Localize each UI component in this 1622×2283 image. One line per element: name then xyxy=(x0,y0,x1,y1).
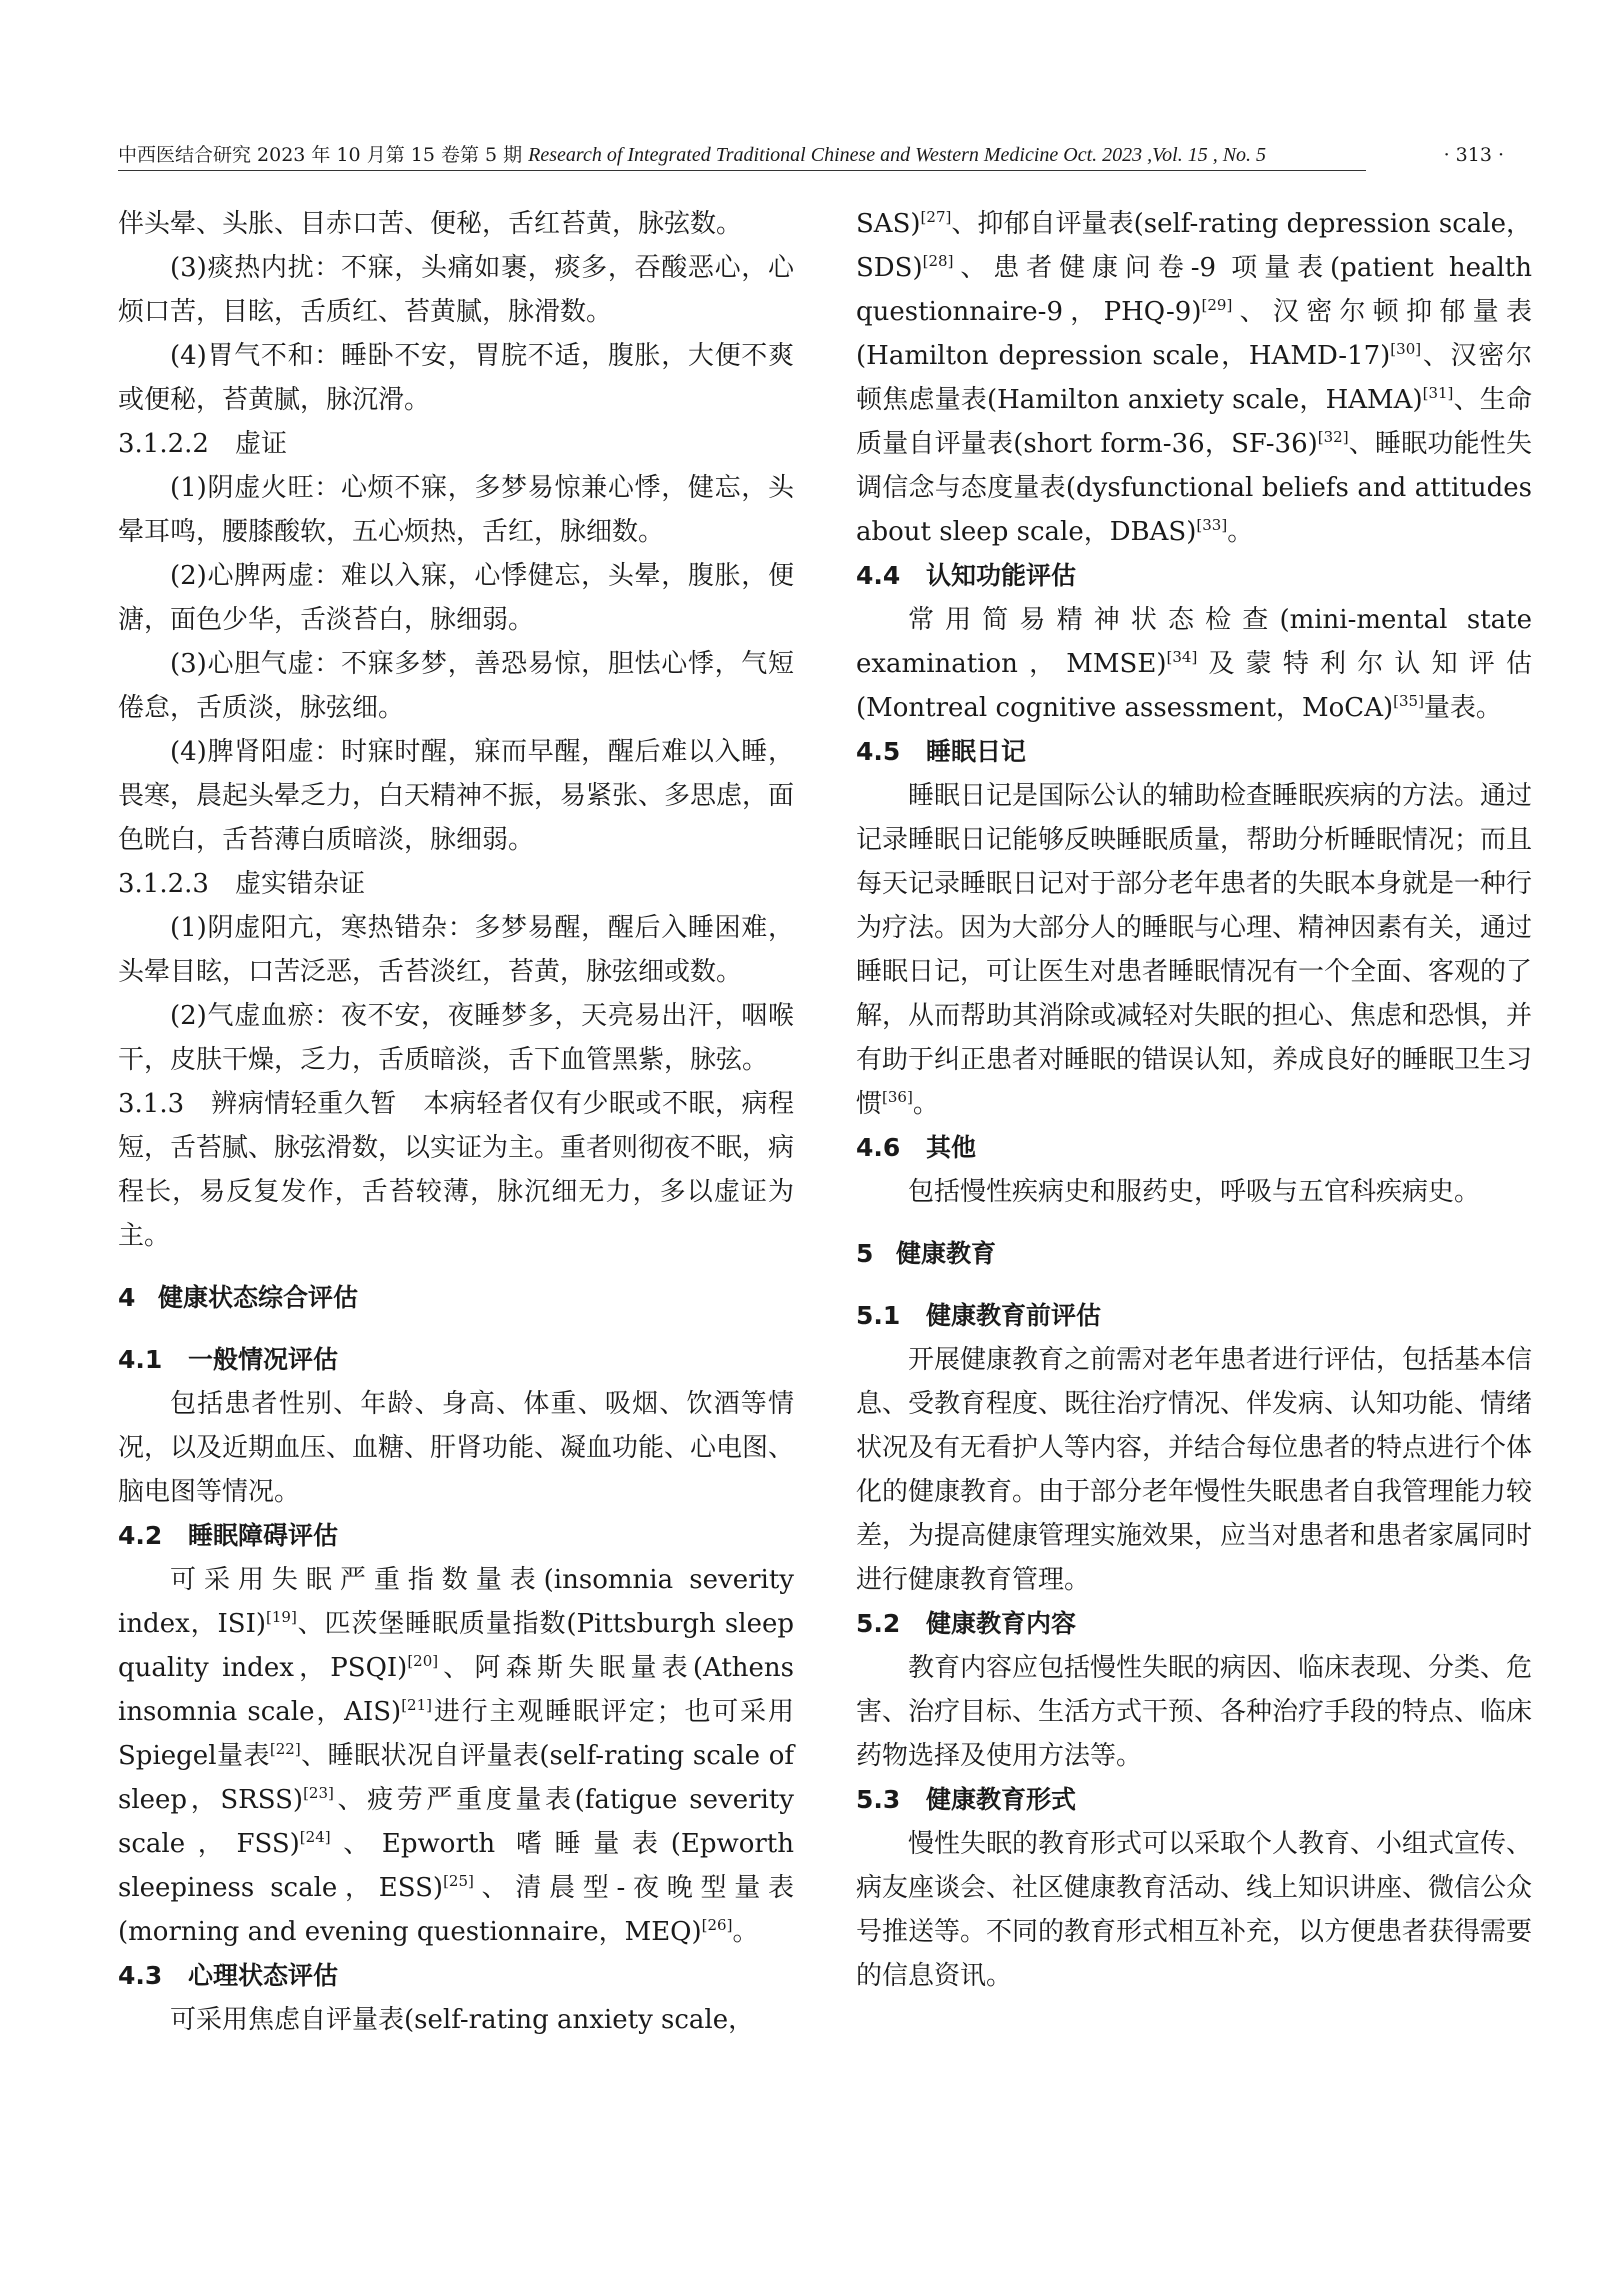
page-number: · 313 · xyxy=(1443,144,1504,166)
paragraph: 开展健康教育之前需对老年患者进行评估，包括基本信息、受教育程度、既往治疗情况、伴发病、认知功能、情绪状况及有无看护人等内容，并结合每位患者的特点进行个体化的健康教育。由于部分老年慢性失眠患者自我管理能力较差，为提高健康管理实施效果，应当对患者和患者家属同时进行健康教育管理。 xyxy=(856,1345,1533,1595)
section-heading: 4.2 睡眠障碍评估 xyxy=(118,1521,339,1550)
citation: [21] xyxy=(401,1696,432,1714)
citation: [31] xyxy=(1422,384,1454,402)
paragraph: 伴头晕、头胀、目赤口苦、便秘，舌红苔黄，脉弦数。 xyxy=(118,209,743,239)
citation: [27] xyxy=(920,208,952,226)
citation: [26] xyxy=(701,1916,733,1934)
running-header xyxy=(118,138,1504,172)
citation: [23] xyxy=(303,1784,334,1802)
citation: [24] xyxy=(299,1828,331,1846)
journal-title-en: Research of Integrated Traditional Chinese and Western Medicine Oct. 2023 ,Vol. 15 , No. 5 xyxy=(528,144,1267,166)
citation: [19] xyxy=(266,1608,297,1626)
paragraph: (4)脾肾阳虚：时寐时醒，寐而早醒，醒后难以入睡，畏寒，晨起头晕乏力，白天精神不振，易紧张、多思虑，面色晄白，舌苔薄白质暗淡，脉细弱。 xyxy=(118,737,795,855)
citation: [30] xyxy=(1390,340,1422,358)
left-column xyxy=(118,202,794,2042)
paragraph: SAS)[27]、抑郁自评量表(self-rating depression scale，SDS)[28]、患者健康问卷-9 项量表(patient health questionnaire-9，PHQ-9)[29]、汉密尔顿抑郁量表(Hamilton depression scale，HAMD-17)[30]、汉密尔顿焦虑量表(Hamilton anxiety scale，HAMA)[31]、生命质量自评量表(short form-36，SF-36)[32]、睡眠功能性失调信念与态度量表(dysfunctional beliefs and attitudes about sleep scale，DBAS)[33]。 xyxy=(856,208,1532,547)
header-rule xyxy=(118,170,1366,171)
citation: [28] xyxy=(922,252,954,270)
section-heading: 5 健康教育 xyxy=(856,1239,997,1268)
citation: [29] xyxy=(1201,296,1233,314)
section-heading: 4.1 一般情况评估 xyxy=(118,1345,339,1374)
section-heading: 4.5 睡眠日记 xyxy=(856,737,1027,766)
paragraph: 睡眠日记是国际公认的辅助检查睡眠疾病的方法。通过记录睡眠日记能够反映睡眠质量，帮助分析睡眠情况；而且每天记录睡眠日记对于部分老年患者的失眠本身就是一种行为疗法。因为大部分人的睡眠与心理、精神因素有关，通过睡眠日记，可让医生对患者睡眠情况有一个全面、客观的了解，从而帮助其消除或减轻对失眠的担心、焦虑和恐惧，并有助于纠正患者对睡眠的错误认知，养成良好的睡眠卫生习惯[36]。 xyxy=(856,781,1533,1119)
paragraph: 慢性失眠的教育形式可以采取个人教育、小组式宣传、病友座谈会、社区健康教育活动、线上知识讲座、微信公众号推送等。不同的教育形式相互补充，以方便患者获得需要的信息资讯。 xyxy=(856,1829,1533,1991)
subsection-heading: 3.1.2.2 虚证 xyxy=(118,429,287,459)
paragraph: 包括慢性疾病史和服药史，呼吸与五官科疾病史。 xyxy=(908,1177,1481,1207)
journal-title-cn: 中西医结合研究 2023 年 10 月第 15 卷第 5 期 xyxy=(118,144,523,166)
citation: [22] xyxy=(269,1740,301,1758)
paragraph: 可采用失眠严重指数量表(insomnia severity index，ISI)[19]、匹茨堡睡眠质量指数(Pittsburgh sleep quality index，PSQI)[20]、阿森斯失眠量表(Athens insomnia scale，AIS)[21]进行主观睡眠评定；也可采用Spiegel量表[22]、睡眠状况自评量表(self-rating scale of sleep，SRSS)[23]、疲劳严重度量表(fatigue severity scale，FSS)[24]、Epworth 嗜睡量表(Epworth sleepiness scale，ESS)[25]、清晨型-夜晚型量表(morning and evening questionnaire，MEQ)[26]。 xyxy=(118,1565,794,1947)
right-column xyxy=(856,202,1532,1998)
section-heading: 4.4 认知功能评估 xyxy=(856,561,1077,590)
citation: [34] xyxy=(1166,648,1198,666)
paragraph: 3.1.3 辨病情轻重久暂 本病轻者仅有少眠或不眠，病程短，舌苔腻、脉弦滑数，以实证为主。重者则彻夜不眠，病程长，易反复发作，舌苔较薄，脉沉细无力，多以虚证为主。 xyxy=(118,1089,795,1251)
citation: [36] xyxy=(882,1088,913,1106)
paragraph: 包括患者性别、年龄、身高、体重、吸烟、饮酒等情况，以及近期血压、血糖、肝肾功能、凝血功能、心电图、脑电图等情况。 xyxy=(118,1389,795,1507)
paragraph: (1)阴虚火旺：心烦不寐，多梦易惊兼心悸，健忘，头晕耳鸣，腰膝酸软，五心烦热，舌红，脉细数。 xyxy=(118,473,794,547)
paragraph: (2)气虚血瘀：夜不安，夜睡梦多，天亮易出汗，咽喉干，皮肤干燥，乏力，舌质暗淡，舌下血管黑紫，脉弦。 xyxy=(118,1001,794,1075)
paragraph: 教育内容应包括慢性失眠的病因、临床表现、分类、危害、治疗目标、生活方式干预、各种治疗手段的特点、临床药物选择及使用方法等。 xyxy=(856,1653,1533,1771)
paragraph: (2)心脾两虚：难以入寐，心悸健忘，头晕，腹胀，便溏，面色少华，舌淡苔白，脉细弱。 xyxy=(118,561,794,635)
section-heading: 5.1 健康教育前评估 xyxy=(856,1301,1102,1330)
section-heading: 4 健康状态综合评估 xyxy=(118,1283,359,1312)
citation: [33] xyxy=(1196,516,1228,534)
section-heading: 5.2 健康教育内容 xyxy=(856,1609,1077,1638)
paragraph: 常用简易精神状态检查(mini-mental state examination，MMSE)[34]及蒙特利尔认知评估(Montreal cognitive assessment，MoCA)[35]量表。 xyxy=(856,605,1532,723)
paragraph: (3)痰热内扰：不寐，头痛如裹，痰多，吞酸恶心，心烦口苦，目眩，舌质红、苔黄腻，脉滑数。 xyxy=(118,253,794,327)
paragraph: (3)心胆气虚：不寐多梦，善恐易惊，胆怯心悸，气短倦怠，舌质淡，脉弦细。 xyxy=(118,649,794,723)
section-heading: 4.6 其他 xyxy=(856,1133,977,1162)
paragraph: 可采用焦虑自评量表(self-rating anxiety scale， xyxy=(170,2005,755,2035)
paragraph: (1)阴虚阳亢，寒热错杂：多梦易醒，醒后入睡困难，头晕目眩，口苦泛恶，舌苔淡红，苔黄，脉弦细或数。 xyxy=(118,913,794,987)
citation: [32] xyxy=(1317,428,1349,446)
subsection-heading: 3.1.2.3 虚实错杂证 xyxy=(118,869,365,899)
citation: [25] xyxy=(443,1872,474,1890)
section-heading: 5.3 健康教育形式 xyxy=(856,1785,1077,1814)
paragraph: (4)胃气不和：睡卧不安，胃脘不适，腹胀，大便不爽或便秘，苔黄腻，脉沉滑。 xyxy=(118,341,794,415)
citation: [35] xyxy=(1393,692,1424,710)
journal-info xyxy=(118,138,1266,172)
section-heading: 4.3 心理状态评估 xyxy=(118,1961,339,1990)
citation: [20] xyxy=(407,1652,439,1670)
